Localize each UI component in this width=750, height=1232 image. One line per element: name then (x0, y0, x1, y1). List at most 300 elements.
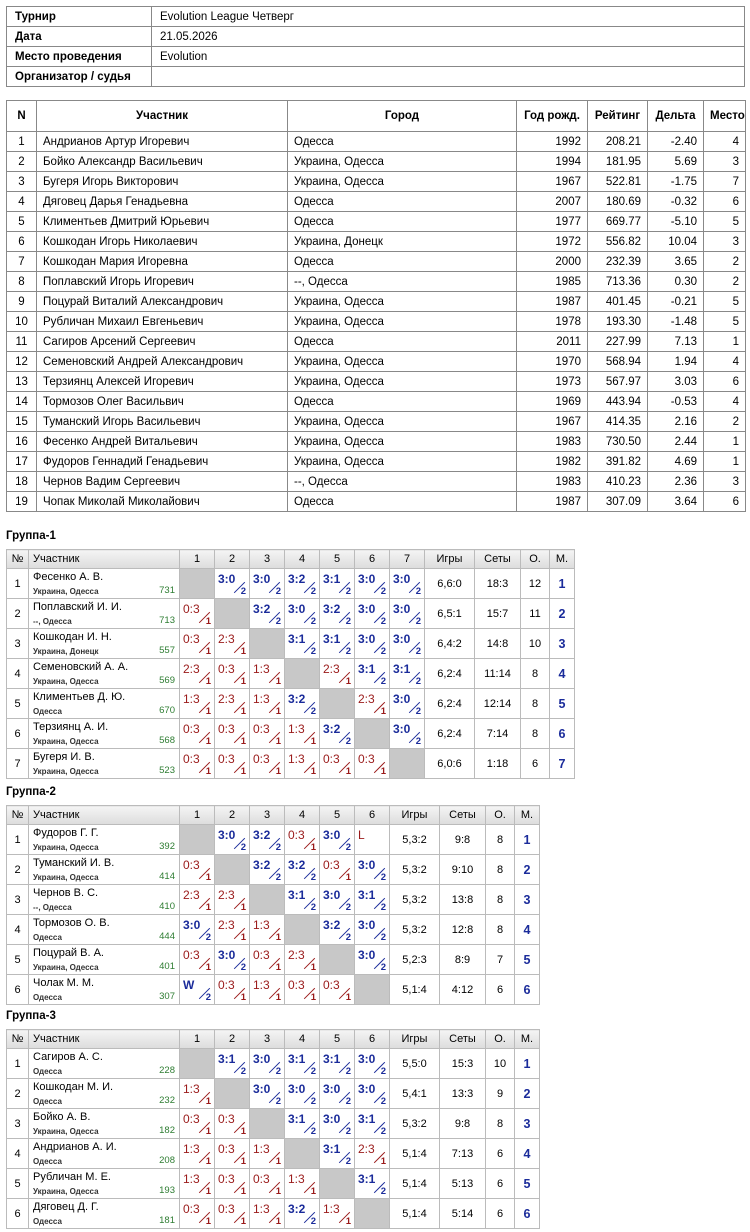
player-name[interactable]: Тормозов О. В. (33, 917, 110, 929)
match-points: 2 (345, 1156, 351, 1167)
match-result-cell[interactable] (180, 749, 215, 779)
match-result-cell[interactable] (215, 749, 250, 779)
participant-cell: 1992 (517, 132, 588, 152)
participant-cell: Тормозов Олег Васильвич (37, 392, 288, 412)
match-result-cell[interactable] (285, 629, 320, 659)
participant-cell: 8 (7, 272, 37, 292)
match-result-cell[interactable] (390, 569, 425, 599)
match-score: 0:3 (253, 722, 270, 736)
participant-cell: 7 (7, 252, 37, 272)
player-name[interactable]: Бойко А. В. (33, 1111, 91, 1123)
match-score: 1:3 (253, 1142, 270, 1156)
player-place: 2 (515, 1079, 540, 1109)
participant-cell: 2.16 (648, 412, 704, 432)
match-score: 3:2 (253, 602, 271, 616)
match-result-cell[interactable] (180, 885, 215, 915)
player-rating: 670 (159, 705, 175, 716)
player-number: 1 (7, 1049, 29, 1079)
participant-cell: 730.50 (588, 432, 648, 452)
match-result-cell[interactable] (215, 1169, 250, 1199)
match-result-cell[interactable] (250, 1199, 285, 1229)
match-points: 2 (240, 962, 246, 973)
match-result-cell[interactable] (285, 825, 320, 855)
player-name[interactable]: Чернов В. С. (33, 887, 99, 899)
match-result-cell[interactable] (320, 569, 355, 599)
player-place: 7 (550, 749, 575, 779)
participants-header[interactable]: Место (704, 101, 746, 132)
player-games: 6,6:0 (425, 569, 475, 599)
match-score: 2:3 (218, 632, 235, 646)
col-opponent-header: 2 (215, 1030, 250, 1049)
player-name[interactable]: Семеновский А. А. (33, 661, 129, 673)
player-cell[interactable] (29, 1199, 180, 1229)
match-result-cell[interactable] (250, 1139, 285, 1169)
match-points: 2 (275, 1066, 281, 1077)
player-sets: 13:8 (440, 885, 486, 915)
match-result-cell[interactable] (215, 945, 250, 975)
match-points: 1 (310, 736, 316, 747)
participant-cell: Украина, Одесса (288, 452, 517, 472)
match-result-cell[interactable] (320, 975, 355, 1005)
player-cell[interactable] (29, 749, 180, 779)
participant-cell: 307.09 (588, 492, 648, 512)
player-city: Одесса (33, 1217, 62, 1226)
match-result-cell[interactable] (250, 1169, 285, 1199)
col-opponent-header: 3 (250, 550, 285, 569)
match-score: 3:1 (218, 1052, 236, 1066)
player-rating: 392 (159, 841, 175, 852)
participant-cell: Украина, Одесса (288, 372, 517, 392)
participant-cell: 2 (704, 252, 746, 272)
col-opponent-header: 1 (180, 550, 215, 569)
match-points: 1 (205, 706, 211, 717)
participant-cell: Поплавский Игорь Игоревич (37, 272, 288, 292)
match-result-cell[interactable] (355, 569, 390, 599)
player-rating: 523 (159, 765, 175, 776)
player-name[interactable]: Климентьев Д. Ю. (33, 691, 126, 703)
participant-cell: Украина, Одесса (288, 412, 517, 432)
match-result-cell[interactable] (355, 1139, 390, 1169)
player-cell[interactable] (29, 1169, 180, 1199)
match-result-cell[interactable] (285, 855, 320, 885)
participants-header[interactable]: Рейтинг (588, 101, 648, 132)
match-score: 0:3 (253, 948, 270, 962)
participants-table (6, 100, 746, 512)
match-result-cell[interactable] (320, 599, 355, 629)
participant-cell: Украина, Одесса (288, 312, 517, 332)
group-row (7, 855, 540, 885)
player-cell[interactable] (29, 975, 180, 1005)
player-points: 6 (486, 1199, 515, 1229)
match-points: 2 (275, 872, 281, 883)
col-num-header: № (7, 550, 29, 569)
participant-cell: 1 (7, 132, 37, 152)
match-result-cell[interactable] (215, 825, 250, 855)
match-result-cell[interactable] (285, 1049, 320, 1079)
match-score: 2:3 (218, 888, 235, 902)
match-result-cell[interactable] (215, 915, 250, 945)
match-result-cell[interactable] (250, 659, 285, 689)
match-result-cell[interactable] (320, 719, 355, 749)
match-result-cell[interactable] (180, 659, 215, 689)
match-points: 2 (205, 992, 211, 1003)
player-games: 5,3:2 (390, 855, 440, 885)
match-result-cell[interactable] (320, 629, 355, 659)
match-result-cell[interactable] (355, 1169, 390, 1199)
match-result-cell[interactable] (215, 1109, 250, 1139)
match-score: 0:3 (183, 948, 200, 962)
col-participant-header: Участник (29, 550, 180, 569)
match-score: 3:0 (358, 918, 376, 932)
participant-cell: Кошкодан Мария Игоревна (37, 252, 288, 272)
match-result-cell[interactable] (250, 719, 285, 749)
match-result-cell[interactable] (250, 689, 285, 719)
match-result-cell[interactable] (320, 825, 355, 855)
player-number: 5 (7, 689, 29, 719)
match-result-cell[interactable] (285, 569, 320, 599)
participant-row (7, 312, 746, 332)
match-result-cell[interactable] (180, 1199, 215, 1229)
player-cell[interactable] (29, 629, 180, 659)
player-place: 1 (515, 1049, 540, 1079)
col-opponent-header: 5 (320, 806, 355, 825)
player-cell[interactable] (29, 1079, 180, 1109)
player-name[interactable]: Кошкодан И. Н. (33, 631, 112, 643)
player-name[interactable]: Терзиянц А. И. (33, 721, 109, 733)
player-points: 8 (486, 885, 515, 915)
match-result-cell[interactable] (180, 855, 215, 885)
player-points: 10 (521, 629, 550, 659)
match-score: 1:3 (183, 692, 200, 706)
player-cell[interactable] (29, 659, 180, 689)
player-games: 5,1:4 (390, 975, 440, 1005)
player-name[interactable]: Андрианов А. И. (33, 1141, 117, 1153)
participants-header[interactable]: N (7, 101, 37, 132)
match-points: 2 (415, 706, 421, 717)
match-result-cell[interactable] (355, 885, 390, 915)
match-result-cell[interactable] (390, 719, 425, 749)
self-match-cell (390, 749, 425, 779)
player-place: 1 (515, 825, 540, 855)
player-name[interactable]: Туманский И. В. (33, 857, 115, 869)
match-result-cell[interactable] (215, 885, 250, 915)
player-cell[interactable] (29, 1139, 180, 1169)
player-cell[interactable] (29, 915, 180, 945)
participant-cell: 1977 (517, 212, 588, 232)
match-result-cell[interactable] (355, 1109, 390, 1139)
match-result-cell[interactable] (355, 1079, 390, 1109)
match-result-cell[interactable] (180, 915, 215, 945)
match-result-cell[interactable] (320, 749, 355, 779)
player-sets: 9:10 (440, 855, 486, 885)
match-result-cell[interactable] (390, 599, 425, 629)
participant-cell: 556.82 (588, 232, 648, 252)
match-result-cell[interactable] (250, 855, 285, 885)
match-result-cell[interactable] (250, 915, 285, 945)
participant-cell: 0.30 (648, 272, 704, 292)
match-score: 3:0 (358, 1052, 376, 1066)
match-points: 2 (415, 616, 421, 627)
match-score: 1:3 (323, 1202, 340, 1216)
match-score: 2:3 (183, 662, 200, 676)
match-result-cell[interactable] (285, 1199, 320, 1229)
player-cell[interactable] (29, 825, 180, 855)
match-score: 0:3 (183, 602, 200, 616)
match-result-cell[interactable] (320, 915, 355, 945)
participant-row (7, 192, 746, 212)
participant-cell: 208.21 (588, 132, 648, 152)
match-result-cell[interactable] (285, 689, 320, 719)
match-points: 1 (275, 1216, 281, 1227)
participant-cell: 3 (704, 232, 746, 252)
participant-cell: 181.95 (588, 152, 648, 172)
player-name[interactable]: Кошкодан М. И. (33, 1081, 114, 1093)
match-score: L (358, 828, 365, 842)
match-points: 2 (380, 1096, 386, 1107)
match-result-cell[interactable] (215, 1199, 250, 1229)
match-points: 2 (345, 902, 351, 913)
player-city: Одесса (33, 1157, 62, 1166)
match-result-cell[interactable] (250, 825, 285, 855)
col-points-header: О. (521, 550, 550, 569)
col-num-header: № (7, 806, 29, 825)
match-result-cell[interactable] (320, 1199, 355, 1229)
match-result-cell[interactable] (355, 825, 390, 855)
match-result-cell[interactable] (215, 719, 250, 749)
group-table (6, 549, 575, 779)
match-score: 1:3 (183, 1082, 200, 1096)
group-row (7, 659, 575, 689)
col-opponent-header: 5 (320, 1030, 355, 1049)
match-result-cell[interactable] (180, 629, 215, 659)
match-points: 2 (380, 962, 386, 973)
player-name[interactable]: Рубличан М. Е. (33, 1171, 111, 1183)
match-score: 3:0 (358, 632, 376, 646)
match-score: 3:1 (323, 1052, 341, 1066)
match-result-cell[interactable] (285, 885, 320, 915)
match-points: 1 (310, 766, 316, 777)
player-place: 4 (515, 1139, 540, 1169)
match-result-cell[interactable] (215, 689, 250, 719)
player-cell[interactable] (29, 1049, 180, 1079)
match-result-cell[interactable] (180, 1109, 215, 1139)
participants-header[interactable]: Дельта (648, 101, 704, 132)
match-result-cell[interactable] (355, 659, 390, 689)
match-result-cell[interactable] (285, 1169, 320, 1199)
match-points: 1 (275, 706, 281, 717)
match-points: 1 (205, 1126, 211, 1137)
match-result-cell[interactable] (180, 689, 215, 719)
match-points: 1 (240, 992, 246, 1003)
match-result-cell[interactable] (180, 1079, 215, 1109)
match-result-cell[interactable] (285, 599, 320, 629)
participant-cell: 4 (704, 392, 746, 412)
match-result-cell[interactable] (180, 599, 215, 629)
match-points: 2 (345, 736, 351, 747)
match-result-cell[interactable] (250, 749, 285, 779)
participant-cell: 1982 (517, 452, 588, 472)
match-result-cell[interactable] (285, 975, 320, 1005)
player-name[interactable]: Сагиров А. С. (33, 1051, 103, 1063)
participant-cell: Одесса (288, 192, 517, 212)
player-name[interactable]: Фудоров Г. Г. (33, 827, 99, 839)
participants-header[interactable]: Год рожд. (517, 101, 588, 132)
player-games: 6,2:4 (425, 689, 475, 719)
participants-header[interactable]: Город (288, 101, 517, 132)
match-points: 1 (345, 766, 351, 777)
player-cell[interactable] (29, 719, 180, 749)
match-score: 0:3 (218, 978, 235, 992)
match-result-cell[interactable] (250, 945, 285, 975)
info-label: Дата (7, 27, 152, 47)
match-score: 0:3 (218, 752, 235, 766)
match-result-cell[interactable] (355, 915, 390, 945)
match-score: 3:1 (358, 1112, 376, 1126)
player-city: Украина, Одесса (33, 737, 99, 746)
col-opponent-header: 7 (390, 550, 425, 569)
match-result-cell[interactable] (180, 945, 215, 975)
col-opponent-header: 6 (355, 1030, 390, 1049)
player-place: 2 (550, 599, 575, 629)
player-name[interactable]: Поплавский И. И. (33, 601, 122, 613)
player-cell[interactable] (29, 1109, 180, 1139)
match-score: 1:3 (183, 1172, 200, 1186)
match-score: 3:0 (323, 888, 341, 902)
match-points: 2 (275, 1096, 281, 1107)
group-row (7, 1079, 540, 1109)
player-sets: 13:3 (440, 1079, 486, 1109)
match-result-cell[interactable] (250, 1079, 285, 1109)
match-result-cell[interactable] (250, 599, 285, 629)
match-result-cell[interactable] (390, 689, 425, 719)
player-sets: 5:13 (440, 1169, 486, 1199)
participant-cell: Бойко Александр Васильевич (37, 152, 288, 172)
info-row (7, 27, 745, 47)
match-result-cell[interactable] (355, 689, 390, 719)
match-result-cell[interactable] (215, 975, 250, 1005)
info-value: Evolution League Четверг (152, 7, 745, 27)
match-score: 3:2 (323, 602, 341, 616)
participant-cell: 1978 (517, 312, 588, 332)
match-score: 1:3 (253, 1202, 270, 1216)
match-points: 2 (345, 842, 351, 853)
match-score: 1:3 (253, 662, 270, 676)
participant-cell: 6 (7, 232, 37, 252)
match-result-cell[interactable] (285, 749, 320, 779)
player-sets: 9:8 (440, 1109, 486, 1139)
participant-cell: 15 (7, 412, 37, 432)
participant-row (7, 452, 746, 472)
match-result-cell[interactable] (215, 659, 250, 689)
player-name[interactable]: Бугеря И. В. (33, 751, 95, 763)
participant-cell: 1985 (517, 272, 588, 292)
match-score: 1:3 (288, 752, 305, 766)
match-result-cell[interactable] (355, 1049, 390, 1079)
group-row (7, 975, 540, 1005)
match-points: 2 (380, 676, 386, 687)
match-result-cell[interactable] (285, 1079, 320, 1109)
player-cell[interactable] (29, 569, 180, 599)
player-name[interactable]: Поцурай В. А. (33, 947, 104, 959)
player-cell[interactable] (29, 855, 180, 885)
player-name[interactable]: Фесенко А. В. (33, 571, 104, 583)
match-points: 1 (205, 872, 211, 883)
match-result-cell[interactable] (285, 945, 320, 975)
match-result-cell[interactable] (180, 1169, 215, 1199)
col-participant-header: Участник (29, 1030, 180, 1049)
match-score: 3:0 (288, 1082, 306, 1096)
participant-cell: 1994 (517, 152, 588, 172)
participant-cell: 11 (7, 332, 37, 352)
match-points: 2 (205, 932, 211, 943)
match-score: 3:0 (358, 948, 376, 962)
match-result-cell[interactable] (250, 975, 285, 1005)
match-result-cell[interactable] (320, 855, 355, 885)
match-result-cell[interactable] (215, 569, 250, 599)
player-cell[interactable] (29, 885, 180, 915)
col-opponent-header: 2 (215, 550, 250, 569)
match-result-cell[interactable] (355, 629, 390, 659)
participant-cell: 1983 (517, 472, 588, 492)
player-name[interactable]: Дяговец Д. Г. (33, 1201, 99, 1213)
participants-header[interactable]: Участник (37, 101, 288, 132)
match-result-cell[interactable] (320, 1109, 355, 1139)
match-result-cell[interactable] (320, 885, 355, 915)
match-result-cell[interactable] (355, 599, 390, 629)
match-result-cell[interactable] (180, 719, 215, 749)
match-result-cell[interactable] (285, 719, 320, 749)
player-cell[interactable] (29, 599, 180, 629)
match-result-cell[interactable] (180, 1139, 215, 1169)
match-score: 3:0 (393, 692, 411, 706)
match-result-cell[interactable] (320, 1049, 355, 1079)
player-cell[interactable] (29, 689, 180, 719)
player-games: 6,4:2 (425, 629, 475, 659)
participant-row (7, 472, 746, 492)
player-games: 5,1:4 (390, 1199, 440, 1229)
match-points: 1 (240, 706, 246, 717)
match-result-cell[interactable] (285, 1109, 320, 1139)
match-result-cell[interactable] (390, 659, 425, 689)
match-points: 1 (205, 1156, 211, 1167)
match-result-cell[interactable] (355, 749, 390, 779)
player-cell[interactable] (29, 945, 180, 975)
participant-cell: 193.30 (588, 312, 648, 332)
match-result-cell[interactable] (215, 1139, 250, 1169)
match-result-cell[interactable] (320, 659, 355, 689)
match-score: 2:3 (358, 692, 375, 706)
match-score: 1:3 (288, 1172, 305, 1186)
participant-cell: 180.69 (588, 192, 648, 212)
match-result-cell[interactable] (215, 629, 250, 659)
match-result-cell[interactable] (355, 855, 390, 885)
match-result-cell[interactable] (320, 1139, 355, 1169)
match-result-cell[interactable] (250, 569, 285, 599)
player-rating: 307 (159, 991, 175, 1002)
player-points: 6 (521, 749, 550, 779)
info-row (7, 47, 745, 67)
match-result-cell[interactable] (180, 975, 215, 1005)
participant-cell: Рубличан Михаил Евгеньевич (37, 312, 288, 332)
player-name[interactable]: Чолак М. М. (33, 977, 95, 989)
player-games: 5,3:2 (390, 915, 440, 945)
match-result-cell[interactable] (320, 1079, 355, 1109)
match-result-cell[interactable] (215, 1049, 250, 1079)
participant-row (7, 392, 746, 412)
match-result-cell[interactable] (390, 629, 425, 659)
match-result-cell[interactable] (355, 945, 390, 975)
match-result-cell[interactable] (250, 1049, 285, 1079)
